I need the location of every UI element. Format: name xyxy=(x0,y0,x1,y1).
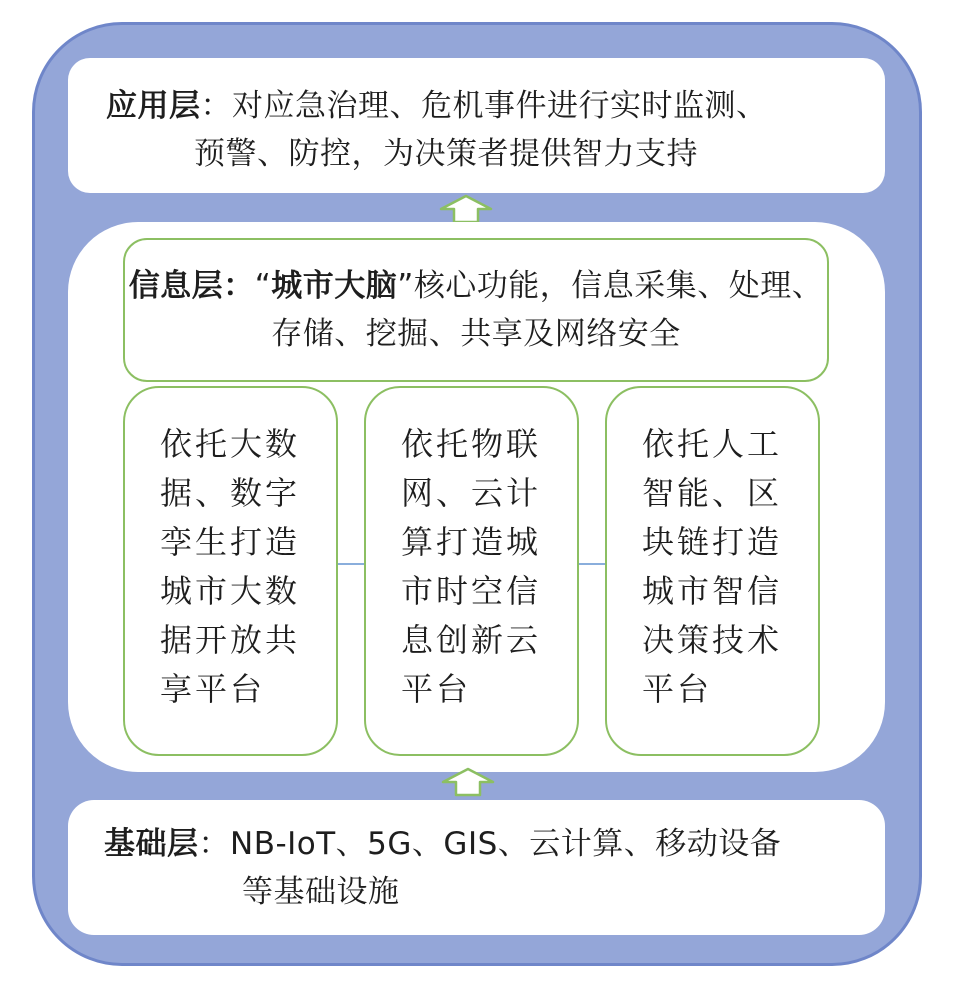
platform-text: 依托物联网、云计算打造城市时空信息创新云平台 xyxy=(401,425,542,708)
platform-text: 依托大数据、数字孪生打造城市大数据开放共享平台 xyxy=(160,425,301,708)
ai-blockchain-platform-box xyxy=(605,386,820,756)
information-layer-text xyxy=(125,262,827,358)
platform-connector xyxy=(579,563,605,565)
application-layer-desc-1: ：对应急治理、危机事件进行实时监测、 xyxy=(200,88,768,124)
application-layer-desc-2: 预警、防控，为决策者提供智力支持 xyxy=(194,136,698,172)
information-layer-label: 信息层： xyxy=(128,268,255,304)
quote-open: “ xyxy=(254,268,272,304)
foundation-layer-desc-1: ：NB-IoT、5G、GIS、云计算、移动设备 xyxy=(198,826,782,862)
big-data-platform-box xyxy=(123,386,338,756)
application-layer-text xyxy=(106,82,768,178)
foundation-layer-label: 基础层 xyxy=(104,826,199,862)
up-arrow-icon xyxy=(438,194,494,224)
city-brain-term: 城市大脑 xyxy=(271,268,398,304)
foundation-layer-desc-2: 等基础设施 xyxy=(242,874,400,910)
up-arrow-icon xyxy=(440,767,496,797)
platform-connector xyxy=(338,563,364,565)
application-layer-label: 应用层 xyxy=(106,88,201,124)
quote-close: ” xyxy=(397,268,414,304)
iot-cloud-platform-box xyxy=(364,386,579,756)
foundation-layer-text xyxy=(104,820,781,916)
information-layer-title-box xyxy=(123,238,829,382)
information-layer-desc: 核心功能，信息采集、处理、存储、挖掘、共享及网络安全 xyxy=(271,268,824,352)
platform-text: 依托人工智能、区块链打造城市智信决策技术平台 xyxy=(642,425,783,708)
